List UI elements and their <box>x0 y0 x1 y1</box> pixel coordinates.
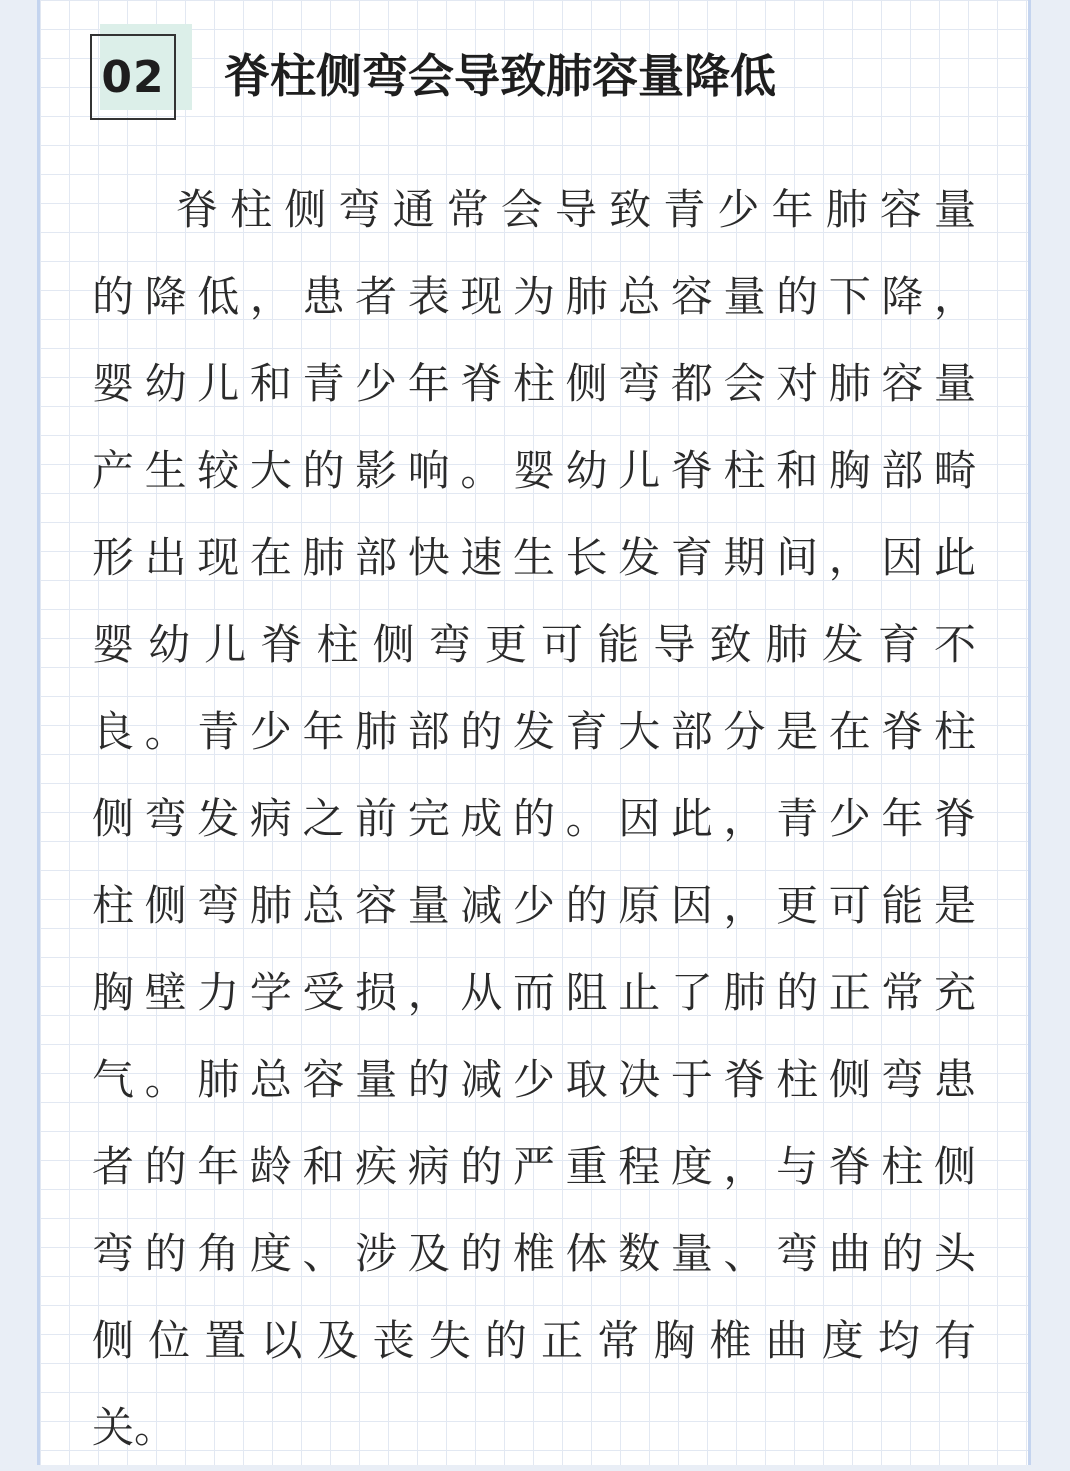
paragraph-line: 关。 <box>92 1403 177 1452</box>
paragraph-line: 脊柱侧弯通常会导致青少年肺容量 <box>176 185 976 234</box>
paragraph-line: 的降低，患者表现为肺总容量的下降， <box>92 272 976 321</box>
paragraph-line: 气。肺总容量的减少取决于脊柱侧弯患 <box>92 1055 976 1104</box>
paragraph-line: 良。青少年肺部的发育大部分是在脊柱 <box>92 707 976 756</box>
section-number-badge: 02 <box>90 34 176 120</box>
paragraph-line: 者的年龄和疾病的严重程度，与脊柱侧 <box>92 1142 976 1191</box>
paragraph-line: 侧位置以及丧失的正常胸椎曲度均有 <box>92 1316 976 1365</box>
paragraph-line: 侧弯发病之前完成的。因此，青少年脊 <box>92 794 976 843</box>
paragraph-line: 胸壁力学受损，从而阻止了肺的正常充 <box>92 968 976 1017</box>
section-title: 脊柱侧弯会导致肺容量降低 <box>224 49 776 103</box>
paragraph-line: 婴幼儿脊柱侧弯更可能导致肺发育不 <box>92 620 976 669</box>
article-paragraph <box>92 166 976 1471</box>
paragraph-line: 柱侧弯肺总容量减少的原因，更可能是 <box>92 881 976 930</box>
paragraph-line: 婴幼儿和青少年脊柱侧弯都会对肺容量 <box>92 359 976 408</box>
paragraph-line: 形出现在肺部快速生长发育期间，因此 <box>92 533 976 582</box>
paragraph-line: 产生较大的影响。婴幼儿脊柱和胸部畸 <box>92 446 976 495</box>
paragraph-line: 弯的角度、涉及的椎体数量、弯曲的头 <box>92 1229 976 1278</box>
section-heading <box>90 34 990 124</box>
